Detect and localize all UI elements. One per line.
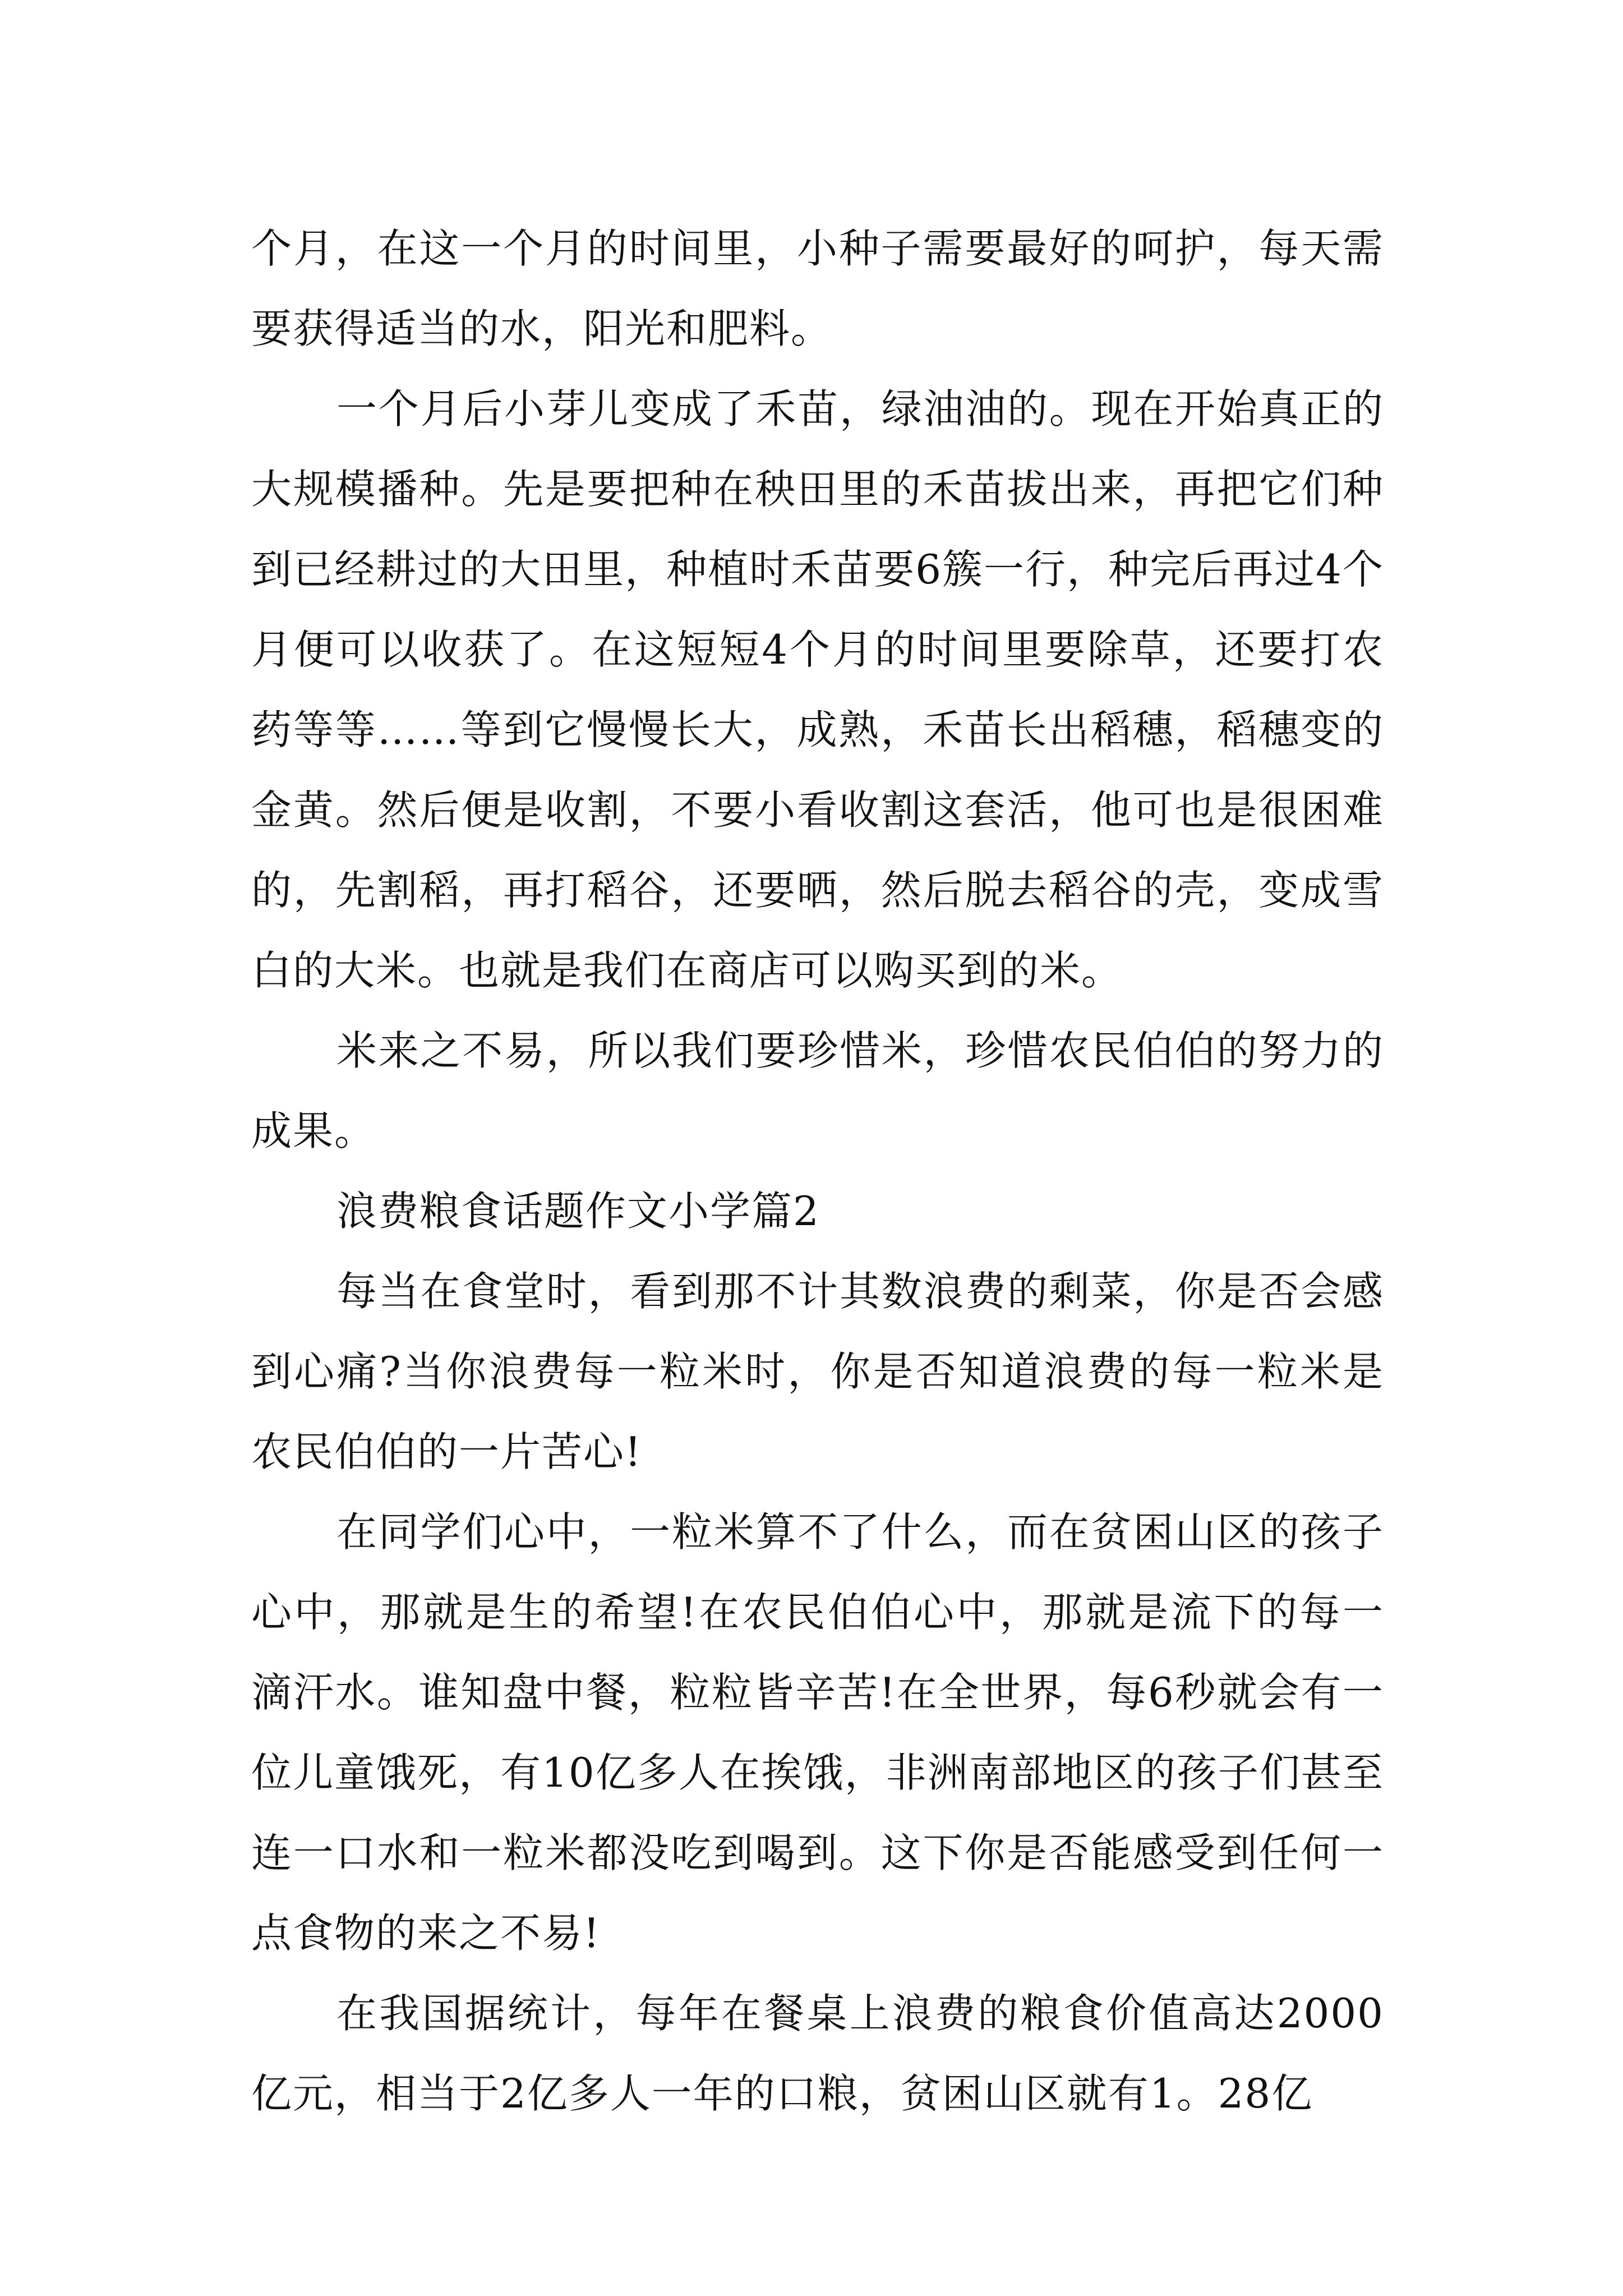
paragraph-hunger-facts: 在同学们心中，一粒米算不了什么，而在贫困山区的孩子心中，那就是生的希望!在农民伯伯心中，那就是流下的每一滴汗水。谁知盘中餐，粒粒皆辛苦!在全世界，每6秒就会有一位儿童饿死，有10亿多人在挨饿，非洲南部地区的孩子们甚至连一口水和一粒米都没吃到喝到。这下你是否能感受到任何一点食物的来之不易! — [251, 1508, 1384, 1957]
paragraph-continuation: 个月，在这一个月的时间里，小种子需要最好的呵护，每天需要获得适当的水，阳光和肥料。 — [251, 225, 1384, 352]
paragraph-rice-growing: 一个月后小芽儿变成了禾苗，绿油油的。现在开始真正的大规模播种。先是要把种在秧田里的禾苗拔出来，再把它们种到已经耕过的大田里，种植时禾苗要6簇一行，种完后再过4个月便可以收获了。在这短短4个月的时间里要除草，还要打农药等等……等到它慢慢长大，成熟，禾苗长出稻穗，稻穗变的金黄。然后便是收割，不要小看收割这套活，他可也是很困难的，先割稻，再打稻谷，还要晒，然后脱去稻谷的壳，变成雪白的大米。也就是我们在商店可以购买到的米。 — [251, 385, 1384, 994]
section-heading: 浪费粮食话题作文小学篇2 — [336, 1188, 820, 1235]
paragraph-canteen-waste: 每当在食堂时，看到那不计其数浪费的剩菜，你是否会感到心痛?当你浪费每一粒米时，你是否知道浪费的每一粒米是农民伯伯的一片苦心! — [251, 1268, 1384, 1475]
paragraph-cherish-rice: 米来之不易，所以我们要珍惜米，珍惜农民伯伯的努力的成果。 — [251, 1027, 1384, 1154]
document-body — [251, 209, 1384, 2134]
paragraph-statistics: 在我国据统计，每年在餐桌上浪费的粮食价值高达2000亿元，相当于2亿多人一年的口粮，贫困山区就有1。28亿 — [251, 1990, 1384, 2117]
